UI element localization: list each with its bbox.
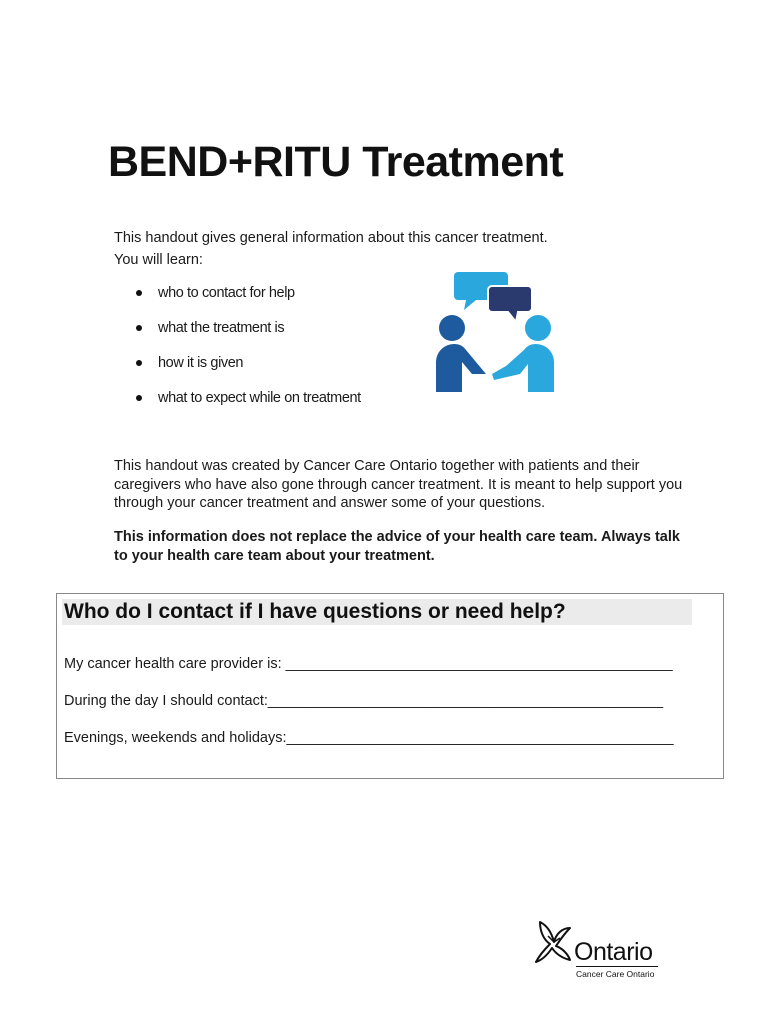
list-item: what to expect while on treatment (114, 387, 361, 422)
intro-line: This handout gives general information about this cancer treatment. (114, 230, 548, 246)
logo-subtitle: Cancer Care Ontario (576, 969, 655, 979)
speech-bubbles-icon (454, 272, 532, 322)
logo-wordmark: Ontario (574, 938, 653, 966)
provider-field[interactable]: My cancer health care provider is: ________________________________________________ (64, 656, 673, 672)
list-item: how it is given (114, 352, 361, 387)
intro-text (114, 227, 548, 271)
contact-heading: Who do I contact if I have questions or need help? (62, 599, 692, 625)
daytime-contact-field[interactable]: During the day I should contact:_________________________________________________ (64, 693, 664, 709)
learning-list (114, 282, 361, 422)
list-item: what the treatment is (114, 317, 361, 352)
page-title: BEND+RITU Treatment (108, 138, 564, 186)
trillium-icon (534, 920, 574, 966)
logo-divider (576, 966, 658, 967)
ontario-logo (534, 918, 664, 982)
evenings-contact-field[interactable]: Evenings, weekends and holidays:________________________________________________ (64, 730, 674, 746)
list-item: who to contact for help (114, 282, 361, 317)
handshake-people-icon (432, 270, 560, 394)
about-paragraph: This handout was created by Cancer Care Ontario together with patients and their caregivers who have also gone through cancer treatment. It is meant to help support you through your cancer treatment and answer some of your questions. (114, 458, 683, 511)
intro-learn-line: You will learn: (114, 252, 203, 268)
advice-notice: This information does not replace the advice of your health care team. Always talk to your health care team about your treatment. (114, 529, 680, 564)
contact-section (56, 593, 724, 779)
